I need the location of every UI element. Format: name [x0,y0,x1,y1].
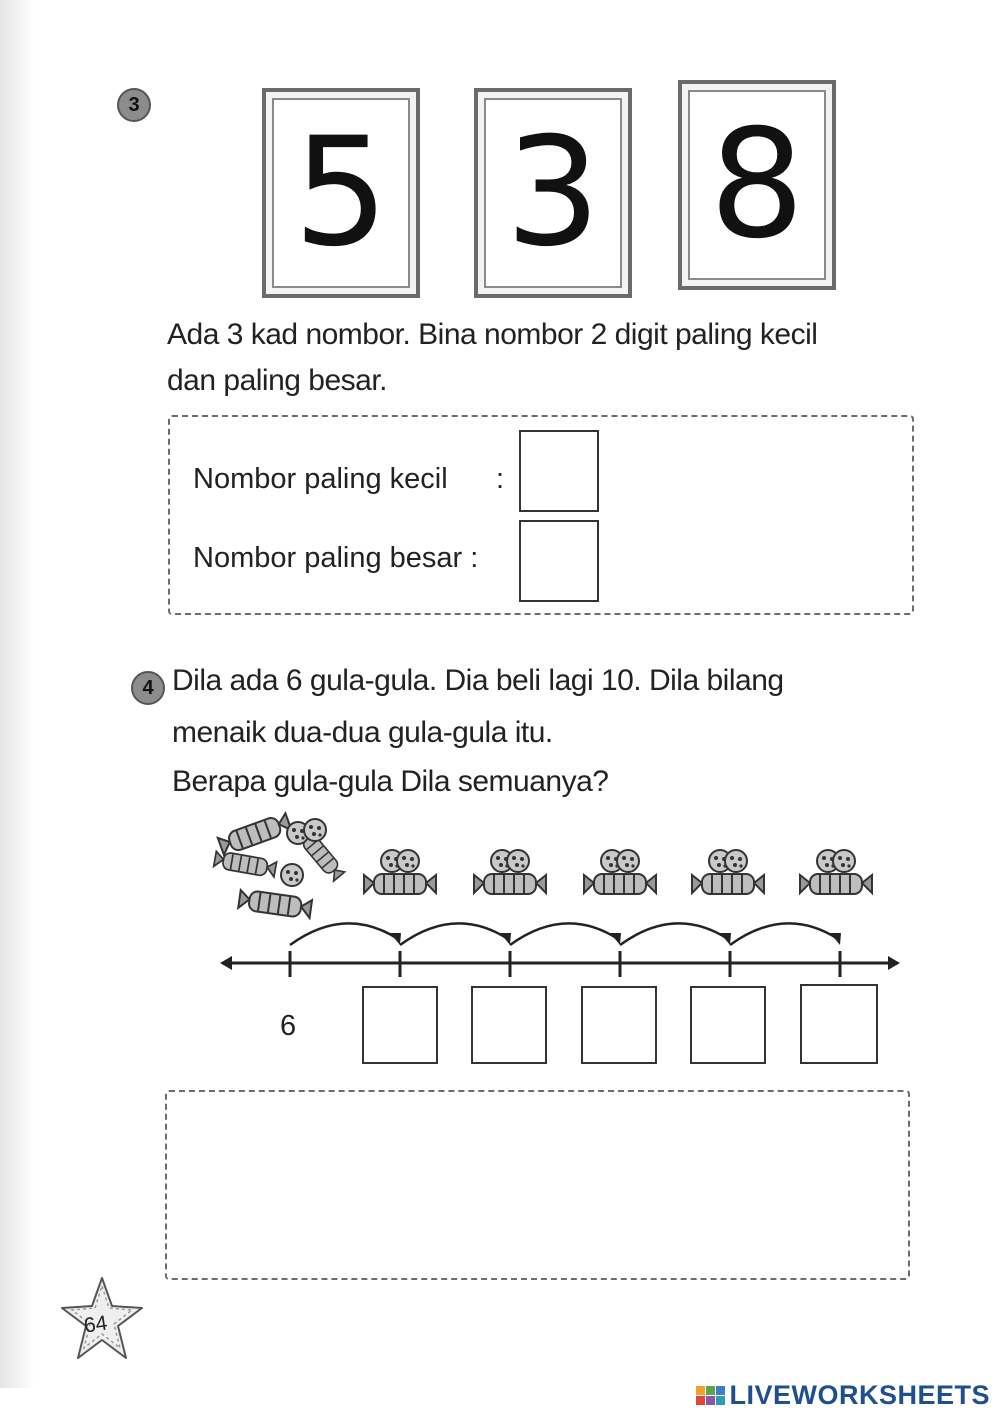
number-line-start-label: 6 [280,1010,297,1042]
liveworksheets-footer [696,1380,990,1411]
count-answer-box-4[interactable] [690,986,766,1064]
question-4-badge: 4 [131,671,165,705]
q4-working-area[interactable] [165,1090,910,1280]
number-line-illustration [200,805,920,1005]
smallest-number-answer-box[interactable] [519,430,599,512]
count-answer-box-2[interactable] [471,986,547,1064]
q3-question-line2: dan paling besar. [167,364,388,397]
liveworksheets-logo-icon [696,1386,725,1405]
card-digit: 5 [293,106,389,280]
q4-question-line3: Berapa gula-gula Dila semuanya? [172,765,609,798]
jump-arrows [290,923,838,945]
smallest-number-colon: : [496,463,505,495]
count-answer-box-5[interactable] [800,984,878,1064]
candy-pair-icon [474,850,546,894]
page-number: 64 [82,1311,109,1338]
number-card-1 [262,88,420,298]
liveworksheets-brand: LIVEWORKSHEETS [729,1380,990,1410]
candy-pair-icon [364,850,436,894]
number-line [220,951,900,977]
largest-number-label: Nombor paling besar : [193,542,479,574]
smallest-number-label: Nombor paling kecil [193,463,448,495]
question-3-badge: 3 [117,88,151,122]
number-card-3 [678,80,836,290]
count-answer-box-1[interactable] [362,986,438,1064]
q4-question-line2: menaik dua-dua gula-gula itu. [172,716,553,749]
q3-question-line1: Ada 3 kad nombor. Bina nombor 2 digit paling kecil [167,318,818,351]
candy-pair-icon [692,850,764,894]
card-digit: 3 [505,106,601,280]
candy-pair-icon [584,850,656,894]
number-card-2 [474,88,632,298]
card-digit: 8 [709,98,805,272]
count-answer-box-3[interactable] [581,986,657,1064]
largest-number-answer-box[interactable] [519,520,599,602]
q4-question-line1: Dila ada 6 gula-gula. Dia beli lagi 10. Dila bilang [172,664,784,697]
candy-pile-icon [214,812,346,919]
candy-pair-icon [800,850,872,894]
page-edge-shadow [0,0,34,1390]
